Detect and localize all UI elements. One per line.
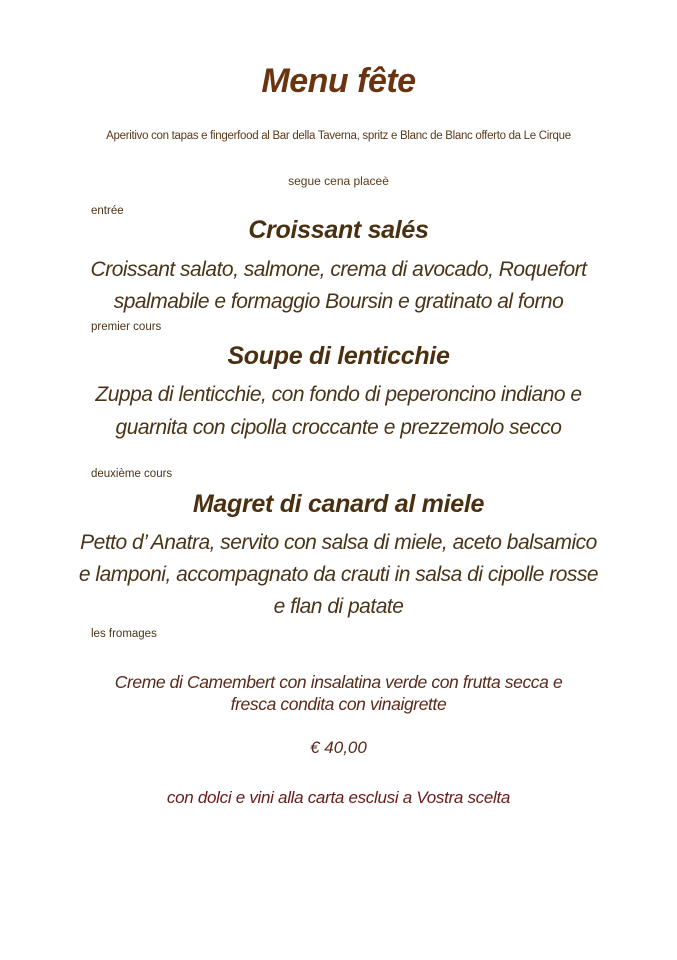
dish-name-soupe: Soupe di lenticchie bbox=[227, 342, 450, 370]
dish-desc-magret-line-1: Petto d’ Anatra, servito con salsa di miele, aceto balsamico bbox=[80, 531, 597, 554]
dish-desc-magret-line-2: e lamponi, accompagnato da crauti in salsa di cipolle rosse bbox=[78, 563, 599, 586]
dish-desc-magret-line-3: e flan di patate bbox=[273, 595, 404, 618]
dish-desc-fromages-line-2: fresca condita con vinaigrette bbox=[230, 694, 447, 714]
course-label-entree: entrée bbox=[91, 205, 124, 217]
course-label-premier: premier cours bbox=[91, 321, 162, 333]
footer-note: con dolci e vini alla carta esclusi a Vostra scelta bbox=[166, 788, 511, 807]
course-label-deuxieme: deuxième cours bbox=[91, 468, 173, 480]
dish-desc-croissant-line-1: Croissant salato, salmone, crema di avocado, Roquefort bbox=[90, 258, 587, 281]
dish-desc-fromages-line-1: Creme di Camembert con insalatina verde con frutta secca e bbox=[114, 672, 563, 692]
aperitivo-note: Aperitivo con tapas e fingerfood al Bar della Taverna, spritz e Blanc de Blanc offerto da Le Cirque bbox=[106, 130, 571, 142]
menu-title: Menu fête bbox=[261, 62, 416, 100]
course-label-fromages: les fromages bbox=[91, 628, 157, 640]
dish-desc-soupe-line-2: guarnita con cipolla croccante e prezzemolo secco bbox=[115, 416, 562, 439]
dish-desc-soupe-line-1: Zuppa di lenticchie, con fondo di peperoncino indiano e bbox=[95, 383, 582, 406]
dish-name-magret: Magret di canard al miele bbox=[192, 490, 485, 518]
dish-desc-croissant-line-2: spalmabile e formaggio Boursin e gratinato al forno bbox=[113, 290, 564, 313]
menu-price: € 40,00 bbox=[310, 738, 367, 757]
segue-note: segue cena placeè bbox=[288, 174, 389, 188]
dish-name-croissant: Croissant salés bbox=[248, 216, 429, 244]
